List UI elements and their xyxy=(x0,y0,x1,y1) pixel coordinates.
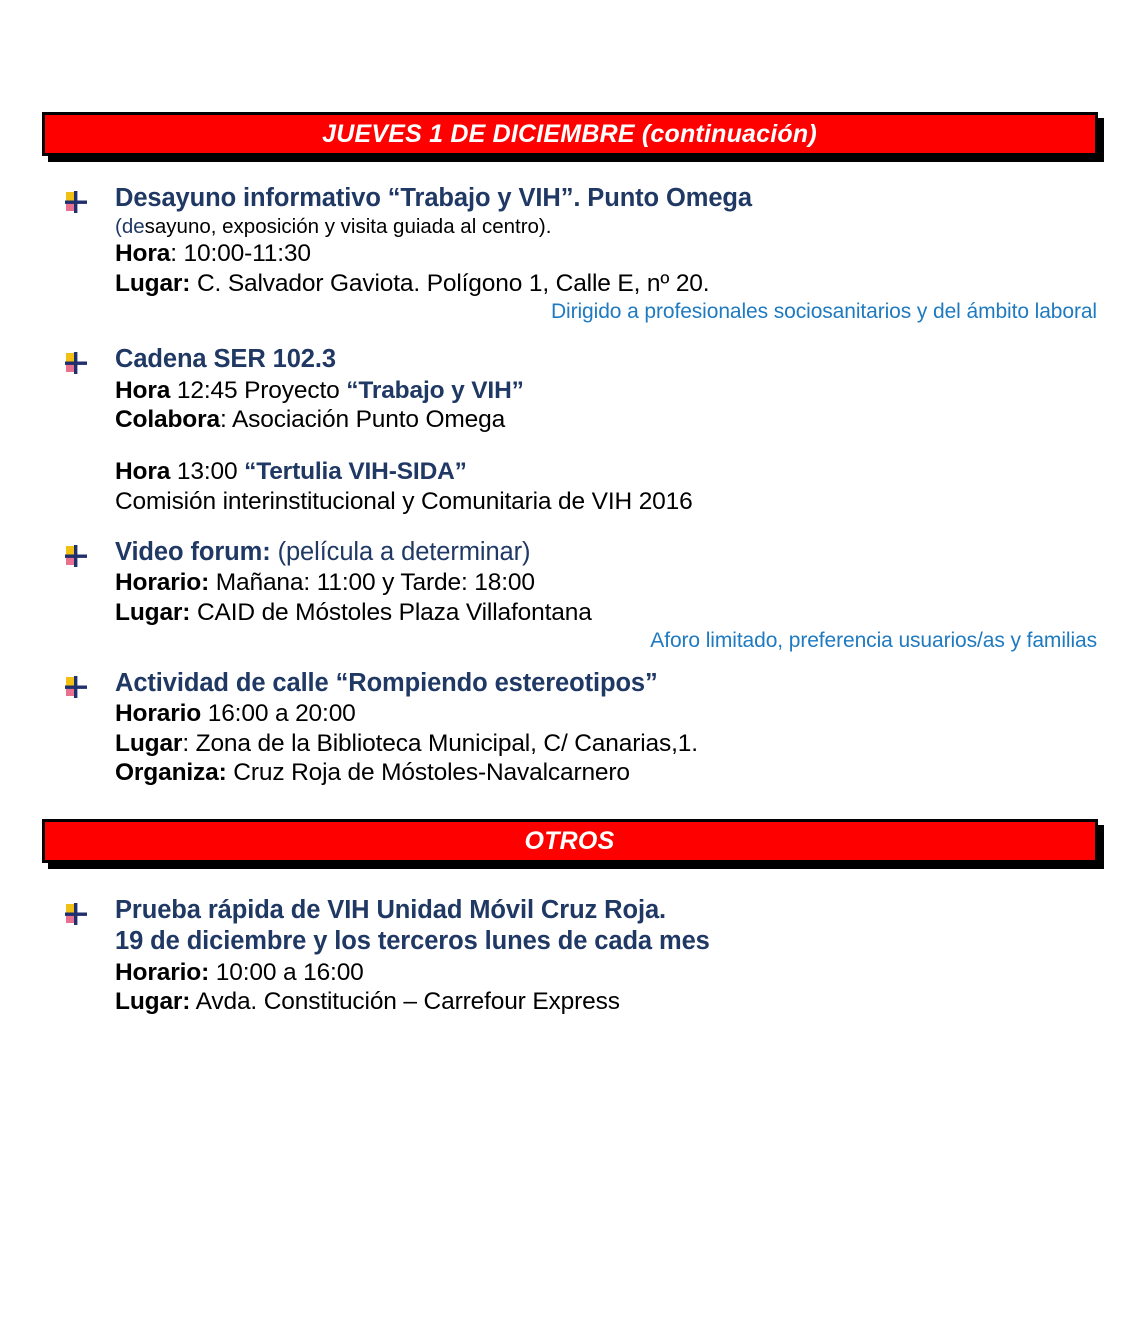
hora-label: Hora xyxy=(115,240,171,268)
lugar-label: Lugar: xyxy=(115,988,191,1016)
entry-colabora xyxy=(115,405,1099,435)
horario-value: Mañana: 11:00 y Tarde: 18:00 xyxy=(209,569,535,597)
colabora-value: : Asociación Punto Omega xyxy=(219,406,506,434)
cross-bullet-icon xyxy=(65,545,87,567)
otros-banner-text: OTROS xyxy=(524,826,615,855)
hora-value: : 10:00-11:30 xyxy=(170,240,311,268)
entry-note: Dirigido a profesionales sociosanitarios y del ámbito laboral xyxy=(550,299,1097,323)
organiza-label: Organiza: xyxy=(115,759,227,787)
colabora-label: Colabora xyxy=(115,406,220,434)
horario-label: Horario xyxy=(115,699,202,727)
entry-lugar xyxy=(115,269,1099,299)
entry-title xyxy=(115,537,1099,568)
entry-title-rest: (película a determinar) xyxy=(270,538,531,567)
entry-lugar xyxy=(115,729,1099,759)
hora-quote: “Tertulia VIH-SIDA” xyxy=(244,458,467,486)
cross-bullet-icon xyxy=(65,191,87,213)
lugar-value: CAID de Móstoles Plaza Villafontana xyxy=(190,599,592,627)
horario-value: 16:00 a 20:00 xyxy=(201,699,356,727)
entry-title: Desayuno informativo “Trabajo y VIH”. Punto Omega xyxy=(115,184,752,212)
otros-section xyxy=(0,895,1139,1017)
entry-lugar xyxy=(115,598,1099,628)
entry-subtitle-rest: sayuno, exposición y visita guiada al centro). xyxy=(144,215,552,239)
hora-value: 13:00 xyxy=(170,458,245,486)
entry-hora xyxy=(115,239,1099,269)
organiza-value: Cruz Roja de Móstoles-Navalcarnero xyxy=(226,759,630,787)
entry-desayuno-informativo xyxy=(62,183,1099,324)
hora-label: Hora xyxy=(115,458,171,486)
entry-hora-2 xyxy=(115,457,1099,487)
entry-cadena-ser xyxy=(62,344,1099,517)
line-spacer xyxy=(115,435,1099,457)
day-banner xyxy=(42,112,1098,156)
day-banner-text: JUEVES 1 DE DICIEMBRE (continuación) xyxy=(322,119,817,148)
entry-title-line2: 19 de diciembre y los terceros lunes de cada mes xyxy=(115,927,710,956)
entry-video-forum xyxy=(62,537,1099,653)
horario-label: Horario: xyxy=(115,569,210,597)
entry-note: Aforo limitado, preferencia usuarios/as y familias xyxy=(650,628,1097,652)
horario-value: 10:00 a 16:00 xyxy=(209,958,364,986)
lugar-label: Lugar: xyxy=(115,269,191,297)
entry-horario xyxy=(115,699,1099,729)
cross-bullet-icon xyxy=(65,903,87,925)
lugar-label: Lugar xyxy=(115,729,183,757)
entry-horario xyxy=(115,958,1099,988)
cross-bullet-icon xyxy=(65,352,87,374)
lugar-value: C. Salvador Gaviota. Polígono 1, Calle E, nº 20. xyxy=(190,269,710,297)
entry-organiza xyxy=(115,758,1099,788)
lugar-value: : Zona de la Biblioteca Municipal, C/ Canarias,1. xyxy=(182,729,698,757)
horario-label: Horario: xyxy=(115,958,210,986)
entry-title: Actividad de calle “Rompiendo estereotipos” xyxy=(115,668,658,697)
day-banner-wrapper xyxy=(42,112,1098,156)
entry-hora-1 xyxy=(115,376,1099,406)
entry-subtitle-open: (de xyxy=(115,215,145,239)
entry-horario xyxy=(115,568,1099,598)
hora-quote: “Trabajo y VIH” xyxy=(346,376,524,404)
entry-prueba-rapida xyxy=(62,895,1099,1017)
entry-title: Cadena SER 102.3 xyxy=(115,345,336,374)
entry-title: Prueba rápida de VIH Unidad Móvil Cruz Roja. xyxy=(115,896,667,925)
otros-banner-wrapper xyxy=(42,819,1098,863)
entry-title-bold: Video forum: xyxy=(115,538,271,567)
entry-subtitle xyxy=(115,214,1099,239)
lugar-label: Lugar: xyxy=(115,599,191,627)
entry-lugar xyxy=(115,987,1099,1017)
entry-comision: Comisión interinstitucional y Comunitaria de VIH 2016 xyxy=(115,488,693,516)
jueves-section xyxy=(0,183,1139,788)
hora-label: Hora xyxy=(115,376,171,404)
hora-value: 12:45 Proyecto xyxy=(170,376,347,404)
otros-banner xyxy=(42,819,1098,863)
cross-bullet-icon xyxy=(65,676,87,698)
lugar-value: Avda. Constitución – Carrefour Express xyxy=(190,988,620,1016)
entry-actividad-de-calle xyxy=(62,668,1099,789)
